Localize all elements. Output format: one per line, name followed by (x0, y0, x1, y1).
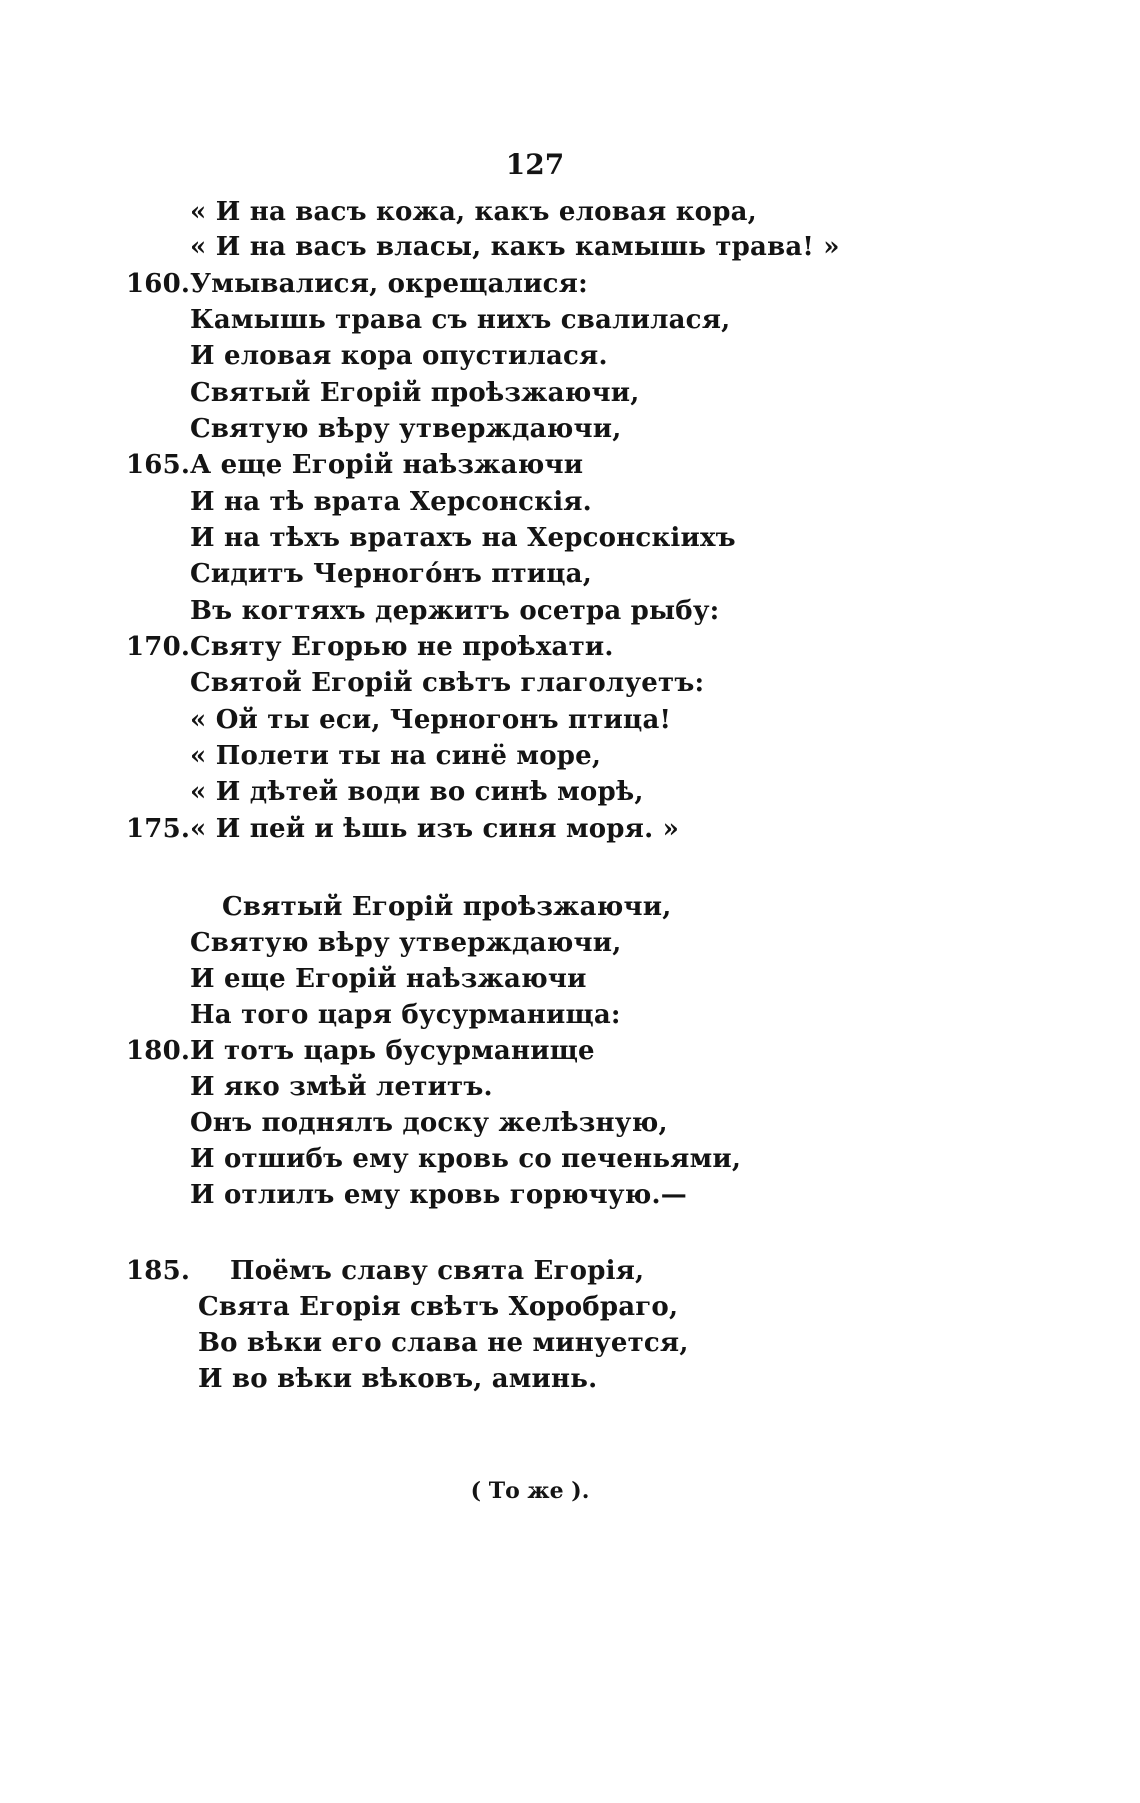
verse-line (126, 631, 614, 663)
line-text: Камышь трава съ нихъ свалилася, (190, 305, 731, 335)
line-text: Во вѣки его слава не минуется, (198, 1328, 689, 1358)
verse-line (190, 740, 601, 772)
verse-line (190, 704, 671, 736)
line-text: « И на васъ власы, какъ камышь трава! » (190, 232, 840, 262)
verse-line (190, 1143, 741, 1175)
line-text: На того царя бусурманища: (190, 1000, 621, 1030)
line-number: 185. (126, 1256, 191, 1286)
verse-line (190, 196, 757, 228)
page-number: 127 (505, 148, 565, 181)
line-text: А еще Егорій наѣзжаючи (190, 450, 584, 480)
line-text: И на тѣ врата Херсонскія. (190, 487, 592, 517)
line-text: И во вѣки вѣковъ, аминь. (198, 1364, 598, 1394)
verse-line (190, 999, 621, 1031)
line-text: Умывалися, окрещалися: (190, 269, 588, 299)
line-text: Поёмъ славу свята Егорія, (230, 1256, 645, 1286)
line-text: Святу Егорью не проѣхати. (190, 632, 614, 662)
line-text: Святый Егорій проѣзжаючи, (190, 378, 640, 408)
line-text: И отшибъ ему кровь со печеньями, (190, 1144, 742, 1174)
verse-line (190, 667, 704, 699)
line-text: И на тѣхъ вратахъ на Херсонскіихъ (190, 523, 736, 553)
verse-line (190, 927, 621, 959)
verse-line (126, 1035, 595, 1067)
verse-line (126, 813, 680, 845)
verse-line (126, 268, 588, 300)
verse-line (190, 304, 730, 336)
line-text: Святой Егорій свѣтъ глаголуетъ: (190, 668, 705, 698)
verse-line (190, 522, 736, 554)
verse-line (190, 1107, 668, 1139)
line-number: 180. (126, 1036, 191, 1066)
line-text: « И на васъ кожа, какъ еловая кора, (190, 197, 757, 227)
verse-line (126, 449, 584, 481)
line-text: Сидитъ Черногóнъ птица, (190, 559, 592, 589)
line-number: 165. (126, 450, 191, 480)
verse-line (126, 1255, 645, 1287)
verse-line (190, 377, 640, 409)
line-text: И еще Егорій наѣзжаючи (190, 964, 587, 994)
verse-line (198, 1291, 678, 1323)
verse-line (190, 1071, 493, 1103)
verse-line (190, 558, 592, 590)
line-text: « Ой ты еси, Черногонъ птица! (190, 705, 672, 735)
line-text: И тотъ царь бусурманище (190, 1036, 595, 1066)
line-number: 160. (126, 269, 191, 299)
line-text: « И дѣтей води во синѣ морѣ, (190, 777, 644, 807)
verse-line (190, 963, 587, 995)
verse-line (190, 413, 621, 445)
line-text: Свята Егорія свѣтъ Хоробраго, (198, 1292, 679, 1322)
line-text: « Полети ты на синё море, (190, 741, 602, 771)
line-text: Въ когтяхъ держитъ осетра рыбу: (190, 596, 720, 626)
verse-line (190, 231, 840, 263)
verse-line (222, 891, 672, 923)
verse-line (190, 1179, 687, 1211)
verse-line (198, 1327, 689, 1359)
line-text: Святую вѣру утверждаючи, (190, 928, 622, 958)
source-note: ( То же ). (470, 1478, 590, 1504)
verse-line (190, 776, 644, 808)
line-number: 175. (126, 814, 191, 844)
line-number: 170. (126, 632, 191, 662)
line-text: Святый Егорій проѣзжаючи, (222, 892, 672, 922)
verse-line (190, 595, 719, 627)
verse-line (198, 1363, 597, 1395)
line-text: И еловая кора опустилася. (190, 341, 608, 371)
verse-line (190, 486, 592, 518)
line-text: Онъ поднялъ доску желѣзную, (190, 1108, 668, 1138)
line-text: « И пей и ѣшь изъ синя моря. » (190, 814, 680, 844)
verse-line (190, 340, 608, 372)
line-text: Святую вѣру утверждаючи, (190, 414, 622, 444)
line-text: И яко змѣй летитъ. (190, 1072, 493, 1102)
line-text: И отлилъ ему кровь горючую.— (190, 1180, 687, 1210)
